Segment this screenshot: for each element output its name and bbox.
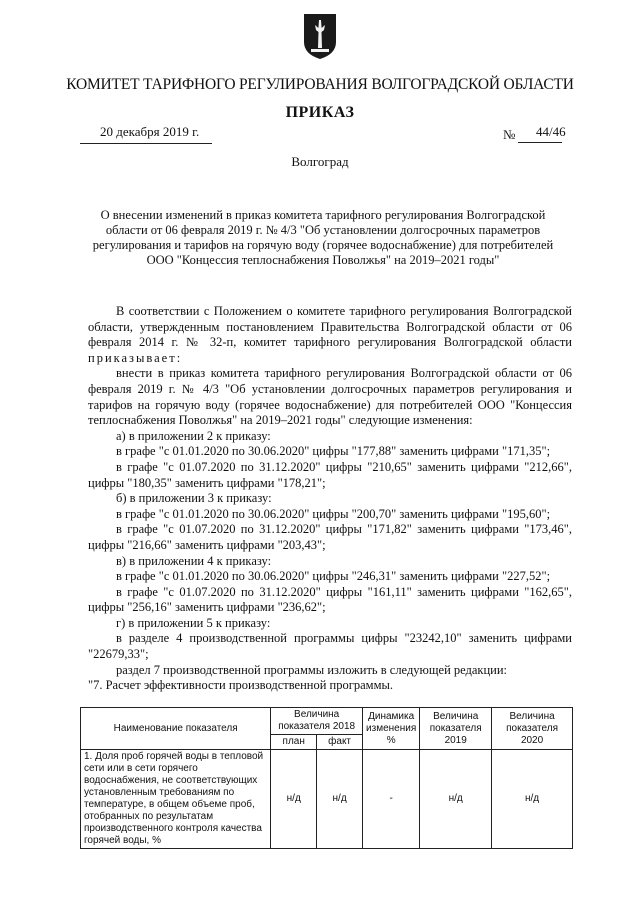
item-d-heading: г) в приложении 5 к приказу: [116, 615, 271, 630]
orders-word: приказывает: [88, 350, 183, 365]
row-value-2020: н/д [492, 750, 573, 849]
number-underline [518, 142, 562, 143]
item-c-change-2: в графе "с 01.07.2020 по 31.12.2020" цифры "161,11" заменить цифрами "162,65", цифры "256,16" заменить цифрами "236,62"; [88, 584, 572, 615]
intro-paragraph: внести в приказ комитета тарифного регулирования Волгоградской области от 06 февраля 2019 г. № 4/3 "Об установлении долгосрочных параметров регулирования и тарифов на горячую воду (горячее водоснабжение) для потребителей ООО "Концессия теплоснабжения Поволжья" на 2019–2021 годы" следующие изменения: [88, 366, 572, 428]
order-number: 44/46 [536, 124, 566, 139]
header-fact: факт [317, 735, 363, 750]
header-indicator-name: Наименование показателя [81, 708, 271, 750]
date-underline [80, 143, 212, 144]
row-dynamics: - [363, 750, 420, 849]
order-date: 20 декабря 2019 г. [100, 124, 200, 139]
order-subject: О внесении изменений в приказ комитета тарифного регулирования Волгоградской области от 06 февраля 2019 г. № 4/3 "Об установлении долгосрочных параметров регулирования и тарифов на горячую воду (горячее водоснабжение) для потребителей ООО "Концессия теплоснабжения Поволжья" на 2019–2021 годы" [92, 208, 554, 267]
row-value-2019: н/д [420, 750, 492, 849]
item-a-change-2: в графе "с 01.07.2020 по 31.12.2020" цифры "210,65" заменить цифрами "212,66", цифры "180,35" заменить цифрами "178,21"; [88, 459, 572, 490]
item-b-change-2: в графе "с 01.07.2020 по 31.12.2020" цифры "171,82" заменить цифрами "173,46", цифры "216,66" заменить цифрами "203,43"; [88, 522, 572, 552]
item-c-heading: в) в приложении 4 к приказу: [116, 553, 272, 568]
efficiency-table [80, 707, 573, 849]
order-body [88, 304, 572, 694]
number-sign: № [503, 127, 516, 142]
section-7-heading: "7. Расчет эффективности производственной программы. [88, 678, 393, 693]
item-d-change-2: раздел 7 производственной программы изложить в следующей редакции: [116, 662, 508, 677]
table-header-row [81, 708, 573, 735]
preamble-text: В соответствии с Положением о комитете тарифного регулирования Волгоградской области, утвержденным постановлением Правительства Волгоградской области от 06 февраля 2014 г. № 32-п, комитет тарифного регулирования Волгоградской области [88, 304, 572, 350]
committee-name: КОМИТЕТ ТАРИФНОГО РЕГУЛИРОВАНИЯ ВОЛГОГРАДСКОЙ ОБЛАСТИ [66, 76, 574, 93]
item-a-heading: а) в приложении 2 к приказу: [116, 428, 271, 443]
table-row [81, 750, 573, 849]
item-b-heading: б) в приложении 3 к приказу: [116, 491, 272, 506]
coat-of-arms-emblem [302, 12, 338, 60]
row-indicator-name: 1. Доля проб горячей воды в тепловой сети или в сети горячего водоснабжения, не соответствующих установленным требованиям по температуре, в общем объеме проб, отобранных по результатам производственного контроля качества горячей воды, % [81, 750, 271, 849]
header-dynamics: Динамика изменения % [363, 708, 420, 750]
header-value-2018: Величина показателя 2018 [271, 708, 363, 735]
row-plan: н/д [271, 750, 317, 849]
item-b-change-1: в графе "с 01.01.2020 по 30.06.2020" цифры "200,70" заменить цифрами "195,60"; [116, 506, 551, 521]
header-value-2020: Величина показателя 2020 [492, 708, 573, 750]
document-type: ПРИКАЗ [285, 104, 355, 121]
item-a-change-1: в графе "с 01.01.2020 по 30.06.2020" цифры "177,88" заменить цифрами "171,35"; [116, 444, 551, 459]
city: Волгоград [291, 154, 349, 169]
row-fact: н/д [317, 750, 363, 849]
preamble [88, 304, 572, 366]
header-plan: план [271, 735, 317, 750]
header-value-2019: Величина показателя 2019 [420, 708, 492, 750]
item-d-change-1: в разделе 4 производственной программы цифры "23242,10" заменить цифрами "22679,33"; [88, 631, 572, 662]
item-c-change-1: в графе "с 01.01.2020 по 30.06.2020" цифры "246,31" заменить цифрами "227,52"; [116, 569, 551, 584]
